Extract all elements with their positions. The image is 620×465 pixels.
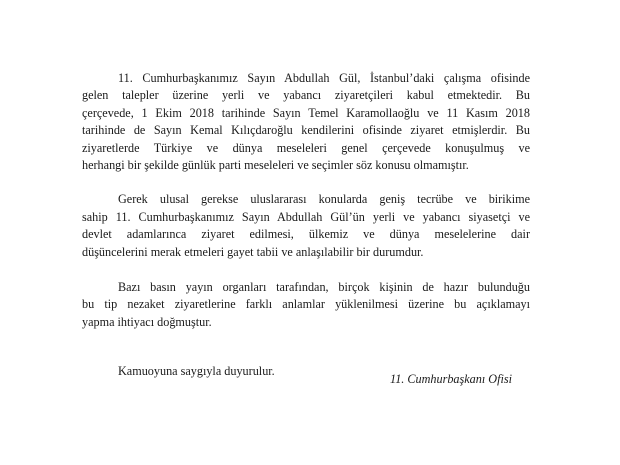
text-line: tarihinde de Sayın Kemal Kılıçdaroğlu kendilerini ofisinde ziyaret etmişlerdir. Bu xyxy=(82,123,530,138)
paragraph-visits xyxy=(82,70,530,174)
text-line: 11. Cumhurbaşkanımız Sayın Abdullah Gül, İstanbul’daki çalışma ofisinde xyxy=(118,71,530,85)
text-line: yapma ihtiyacı doğmuştur. xyxy=(82,314,212,329)
text-line: sahip 11. Cumhurbaşkanımız Sayın Abdullah Gül’ün yerli ve yabancı siyasetçi ve xyxy=(82,209,530,224)
text-line: çerçevede, 1 Ekim 2018 tarihinde Sayın Temel Karamollaoğlu ve 11 Kasım 2018 xyxy=(82,105,530,120)
text-line: devlet adamlarınca ziyaret edilmesi, ülkemiz ve dünya meselelerine dair xyxy=(82,227,530,242)
paragraph-press xyxy=(82,279,530,331)
signature: 11. Cumhurbaşkanı Ofisi xyxy=(390,372,512,386)
text-line: düşüncelerini merak etmeleri gayet tabii ve anlaşılabilir bir durumdur. xyxy=(82,244,424,259)
text-line: gelen talepler üzerine yerli ve yabancı ziyaretçileri kabul etmektedir. Bu xyxy=(82,88,530,103)
text-line: Kamuoyuna saygıyla duyurulur. xyxy=(118,364,275,379)
press-statement xyxy=(82,70,530,381)
text-line: ziyaretlerde Türkiye ve dünya meseleleri genel çerçevede konuşulmuş ve xyxy=(82,140,530,155)
text-line: Bazı basın yayın organları tarafından, birçok kişinin de hazır bulunduğu xyxy=(118,280,530,295)
text-line: bu tip nezaket ziyaretlerine farklı anlamlar yüklenilmesi üzerine bu açıklamayı xyxy=(82,297,530,312)
text-line: herhangi bir şekilde günlük parti meseleleri ve seçimler söz konusu olmamıştır. xyxy=(82,158,469,173)
text-line: Gerek ulusal gerekse uluslararası konularda geniş tecrübe ve birikime xyxy=(118,192,530,207)
paragraph-experience xyxy=(82,191,530,261)
